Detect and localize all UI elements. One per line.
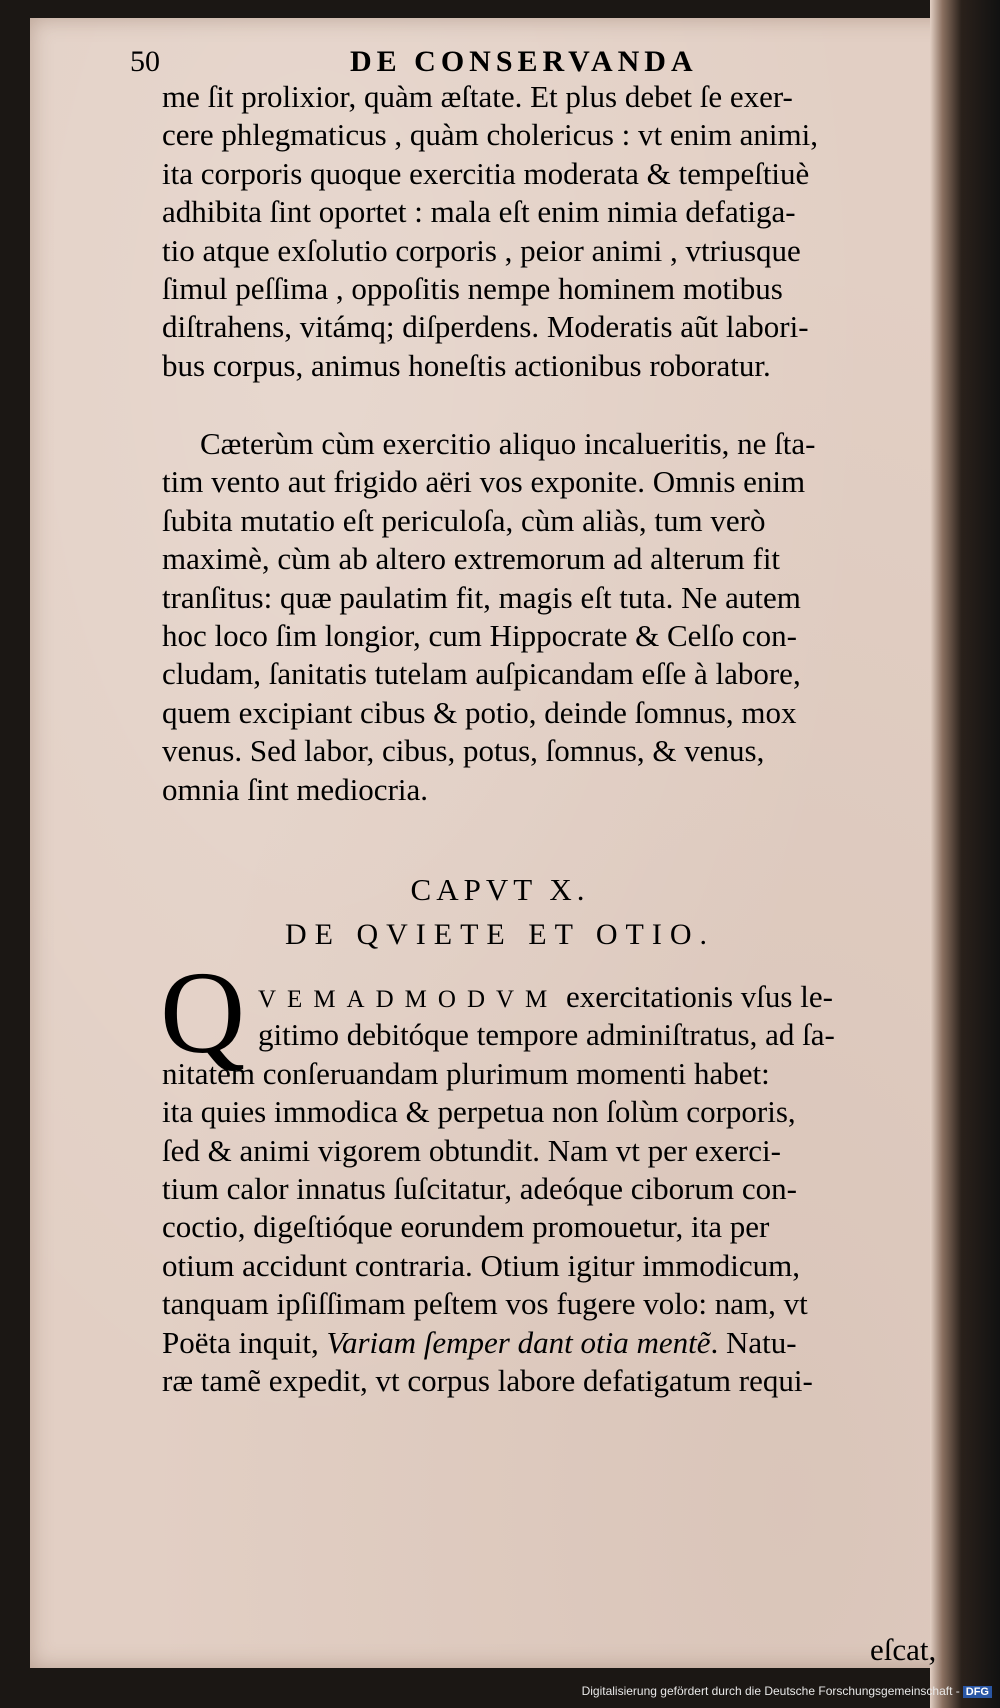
text-line: nitatem conſeruandam plurimum momenti habet: [162,1055,770,1091]
running-head: DE CONSERVANDA [350,45,698,78]
drop-capital: Q [160,947,246,1078]
text-segment: exercitationis vſus le- [558,979,833,1014]
dfg-logo: DFG [963,1686,992,1698]
text-segment: Poëta inquit, [162,1324,327,1360]
text-line: hoc loco ſim longior, cum Hippocrate & Celſo con- [162,617,797,653]
text-line: venus. Sed labor, cibus, potus, ſomnus, & venus, [162,733,765,769]
text-line: adhibita ſint oportet : mala eſt enim nimia defatiga- [162,194,796,230]
text-line [162,978,974,1016]
text-line: ræ tamẽ expedit, vt corpus labore defatigatum requi- [162,1362,813,1398]
credit-text: Digitalisierung gefördert durch die Deutsche Forschungsgemeinschaft - [581,1684,960,1698]
text-line: bus corpus, animus honeſtis actionibus roboratur. [162,347,771,383]
text-line: quem excipiant cibus & potio, deinde ſomnus, mox [162,694,797,730]
text-line: cere phlegmaticus , quàm cholericus : vt enim animi, [162,117,818,153]
paragraph-3 [162,978,974,1400]
text-line: coctio, digeſtióque eorundem promouetur, ita per [162,1209,770,1245]
paragraph-1 [162,78,974,385]
digitization-credit [582,1684,992,1698]
catchword: eſcat, [870,1632,937,1667]
text-line: ſed & animi vigorem obtundit. Nam vt per exerci- [162,1132,781,1168]
text-line: tium calor innatus ſuſcitatur, adeóque ciborum con- [162,1170,797,1206]
text-line: cludam, ſanitatis tutelam auſpicandam eſſe à labore, [162,656,801,692]
paragraph-2 [162,425,974,809]
text-line: gitimo debitóque tempore adminiſtratus, ad ſa- [258,1017,835,1053]
page-number: 50 [130,45,160,78]
text-line: ita quies immodica & perpetua non ſolùm corporis, [162,1094,796,1130]
text-line: tanquam ipſiſſimam peſtem vos fugere volo: nam, vt [162,1286,808,1322]
text-line: diſtrahens, vitámq; diſperdens. Moderatis aũt labori- [162,309,809,345]
text-line: tim vento aut frigido aëri vos exponite. Omnis enim [162,464,806,500]
text-line: tio atque exſolutio corporis , peior animi , vtriusque [162,232,801,268]
text-line: ſubita mutatio eſt periculoſa, cùm aliàs, tum verò [162,502,766,538]
text-line: me ſit prolixior, quàm æſtate. Et plus debet ſe exer- [162,79,793,114]
text-line: otium accidunt contraria. Otium igitur immodicum, [162,1247,800,1283]
text-line: maximè, cùm ab altero extremorum ad alterum fit [162,541,781,577]
text-segment: . Natu- [710,1324,797,1360]
chapter-subtitle: DE QVIETE ET OTIO. [284,918,716,951]
smallcaps-opening: VEMADMODVM [258,986,559,1013]
chapter-title: CAPVT X. [410,872,590,907]
text-line: ſimul peſſima , oppoſitis nempe hominem motibus [162,270,783,306]
text-line: ita corporis quoque exercitia moderata & tempeſtiuè [162,155,810,191]
text-line: Cæterùm cùm exercitio aliquo incalueritis, ne ſta- [200,426,816,461]
text-line: omnia ſint mediocria. [162,771,429,807]
quoted-verse: Variam ſemper dant otia mentẽ [326,1324,711,1360]
text-line: tranſitus: quæ paulatim fit, magis eſt tuta. Ne autem [162,579,801,615]
text-line [162,1324,974,1362]
